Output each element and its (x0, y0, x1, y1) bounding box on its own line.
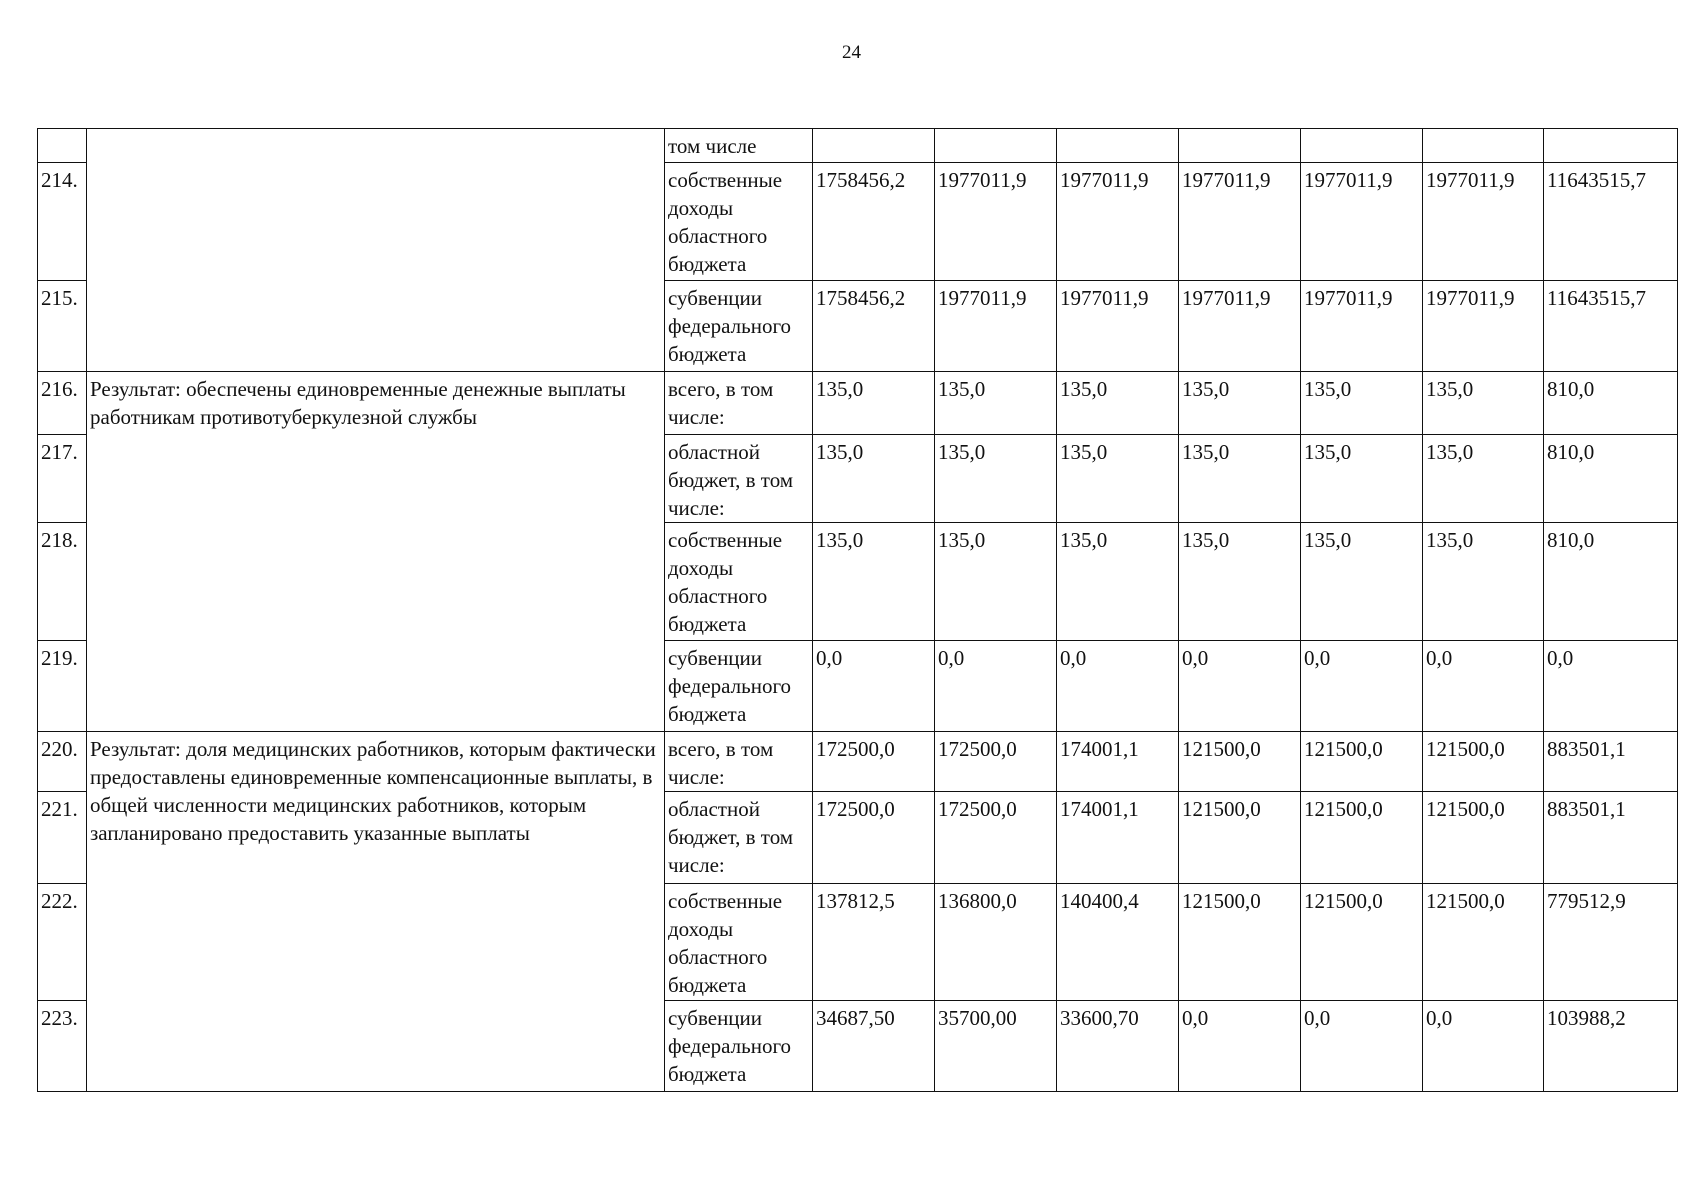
value-cell: 135,0 (1057, 523, 1179, 641)
value-cell: 1977011,9 (1301, 163, 1423, 281)
funding-source: собственные доходы областного бюджета (665, 523, 813, 641)
value-cell: 135,0 (935, 523, 1057, 641)
result-cell-continued (87, 129, 665, 372)
table-row (38, 372, 1678, 435)
value-cell: 0,0 (1179, 1001, 1301, 1092)
value-cell: 1977011,9 (1179, 281, 1301, 372)
total-cell: 779512,9 (1544, 884, 1678, 1001)
total-cell: 883501,1 (1544, 792, 1678, 884)
value-cell: 135,0 (813, 435, 935, 523)
value-cell: 1977011,9 (1179, 163, 1301, 281)
value-cell: 0,0 (1301, 1001, 1423, 1092)
row-number: 216. (38, 372, 87, 435)
value-cell: 33600,70 (1057, 1001, 1179, 1092)
funding-source: том числе (665, 129, 813, 163)
value-cell: 135,0 (1057, 435, 1179, 523)
value-cell: 135,0 (1057, 372, 1179, 435)
funding-source: субвенции федерального бюджета (665, 641, 813, 732)
value-cell: 121500,0 (1301, 732, 1423, 792)
value-cell (1179, 129, 1301, 163)
funding-source: областной бюджет, в том числе: (665, 435, 813, 523)
row-number: 214. (38, 163, 87, 281)
total-cell: 11643515,7 (1544, 163, 1678, 281)
value-cell: 0,0 (1301, 641, 1423, 732)
value-cell: 121500,0 (1179, 792, 1301, 884)
value-cell: 121500,0 (1301, 884, 1423, 1001)
row-number: 221. (38, 792, 87, 884)
value-cell: 34687,50 (813, 1001, 935, 1092)
value-cell: 172500,0 (813, 792, 935, 884)
value-cell: 135,0 (1423, 523, 1544, 641)
total-cell: 103988,2 (1544, 1001, 1678, 1092)
value-cell: 1977011,9 (1423, 163, 1544, 281)
value-cell: 172500,0 (813, 732, 935, 792)
funding-source: областной бюджет, в том числе: (665, 792, 813, 884)
value-cell: 0,0 (813, 641, 935, 732)
value-cell: 135,0 (1301, 372, 1423, 435)
value-cell: 135,0 (1423, 435, 1544, 523)
total-cell: 11643515,7 (1544, 281, 1678, 372)
value-cell: 135,0 (813, 372, 935, 435)
value-cell: 135,0 (1179, 523, 1301, 641)
value-cell: 1977011,9 (935, 281, 1057, 372)
value-cell: 1977011,9 (1057, 281, 1179, 372)
value-cell: 140400,4 (1057, 884, 1179, 1001)
row-number: 219. (38, 641, 87, 732)
table-row (38, 129, 1678, 163)
total-cell: 883501,1 (1544, 732, 1678, 792)
result-description: Результат: обеспечены единовременные денежные выплаты работникам противотуберкулезной службы (87, 372, 665, 732)
total-cell: 810,0 (1544, 523, 1678, 641)
value-cell: 121500,0 (1423, 732, 1544, 792)
value-cell: 1977011,9 (1301, 281, 1423, 372)
row-number: 218. (38, 523, 87, 641)
value-cell: 1977011,9 (1423, 281, 1544, 372)
value-cell: 135,0 (935, 372, 1057, 435)
value-cell: 135,0 (1301, 523, 1423, 641)
value-cell: 0,0 (1057, 641, 1179, 732)
total-cell: 0,0 (1544, 641, 1678, 732)
budget-table (37, 128, 1678, 1092)
value-cell: 137812,5 (813, 884, 935, 1001)
value-cell: 174001,1 (1057, 792, 1179, 884)
value-cell: 0,0 (1423, 1001, 1544, 1092)
total-cell (1544, 129, 1678, 163)
value-cell: 121500,0 (1301, 792, 1423, 884)
row-number: 220. (38, 732, 87, 792)
value-cell: 135,0 (1179, 435, 1301, 523)
value-cell: 1758456,2 (813, 281, 935, 372)
value-cell: 172500,0 (935, 792, 1057, 884)
total-cell: 810,0 (1544, 435, 1678, 523)
value-cell: 121500,0 (1423, 792, 1544, 884)
value-cell: 135,0 (935, 435, 1057, 523)
value-cell (1301, 129, 1423, 163)
funding-source: всего, в том числе: (665, 732, 813, 792)
table-row (38, 732, 1678, 792)
value-cell: 135,0 (1179, 372, 1301, 435)
value-cell (1423, 129, 1544, 163)
value-cell: 136800,0 (935, 884, 1057, 1001)
value-cell: 0,0 (1423, 641, 1544, 732)
value-cell: 35700,00 (935, 1001, 1057, 1092)
page-number: 24 (842, 42, 861, 63)
value-cell: 135,0 (1301, 435, 1423, 523)
row-number: 215. (38, 281, 87, 372)
value-cell (935, 129, 1057, 163)
value-cell: 0,0 (1179, 641, 1301, 732)
total-cell: 810,0 (1544, 372, 1678, 435)
value-cell: 121500,0 (1179, 732, 1301, 792)
funding-source: субвенции федерального бюджета (665, 1001, 813, 1092)
value-cell: 1977011,9 (1057, 163, 1179, 281)
funding-source: собственные доходы областного бюджета (665, 884, 813, 1001)
value-cell (813, 129, 935, 163)
row-number: 217. (38, 435, 87, 523)
value-cell: 1977011,9 (935, 163, 1057, 281)
value-cell: 121500,0 (1179, 884, 1301, 1001)
value-cell: 121500,0 (1423, 884, 1544, 1001)
result-description: Результат: доля медицинских работников, которым фактически предоставлены единовременные компенсационные выплаты, в общей численности медицинских работников, которым запланировано предоставить указанные выплаты (87, 732, 665, 1092)
value-cell: 135,0 (813, 523, 935, 641)
value-cell (1057, 129, 1179, 163)
funding-source: собственные доходы областного бюджета (665, 163, 813, 281)
value-cell: 0,0 (935, 641, 1057, 732)
value-cell: 174001,1 (1057, 732, 1179, 792)
funding-source: всего, в том числе: (665, 372, 813, 435)
value-cell: 1758456,2 (813, 163, 935, 281)
value-cell: 172500,0 (935, 732, 1057, 792)
row-number (38, 129, 87, 163)
funding-source: субвенции федерального бюджета (665, 281, 813, 372)
row-number: 222. (38, 884, 87, 1001)
row-number: 223. (38, 1001, 87, 1092)
value-cell: 135,0 (1423, 372, 1544, 435)
